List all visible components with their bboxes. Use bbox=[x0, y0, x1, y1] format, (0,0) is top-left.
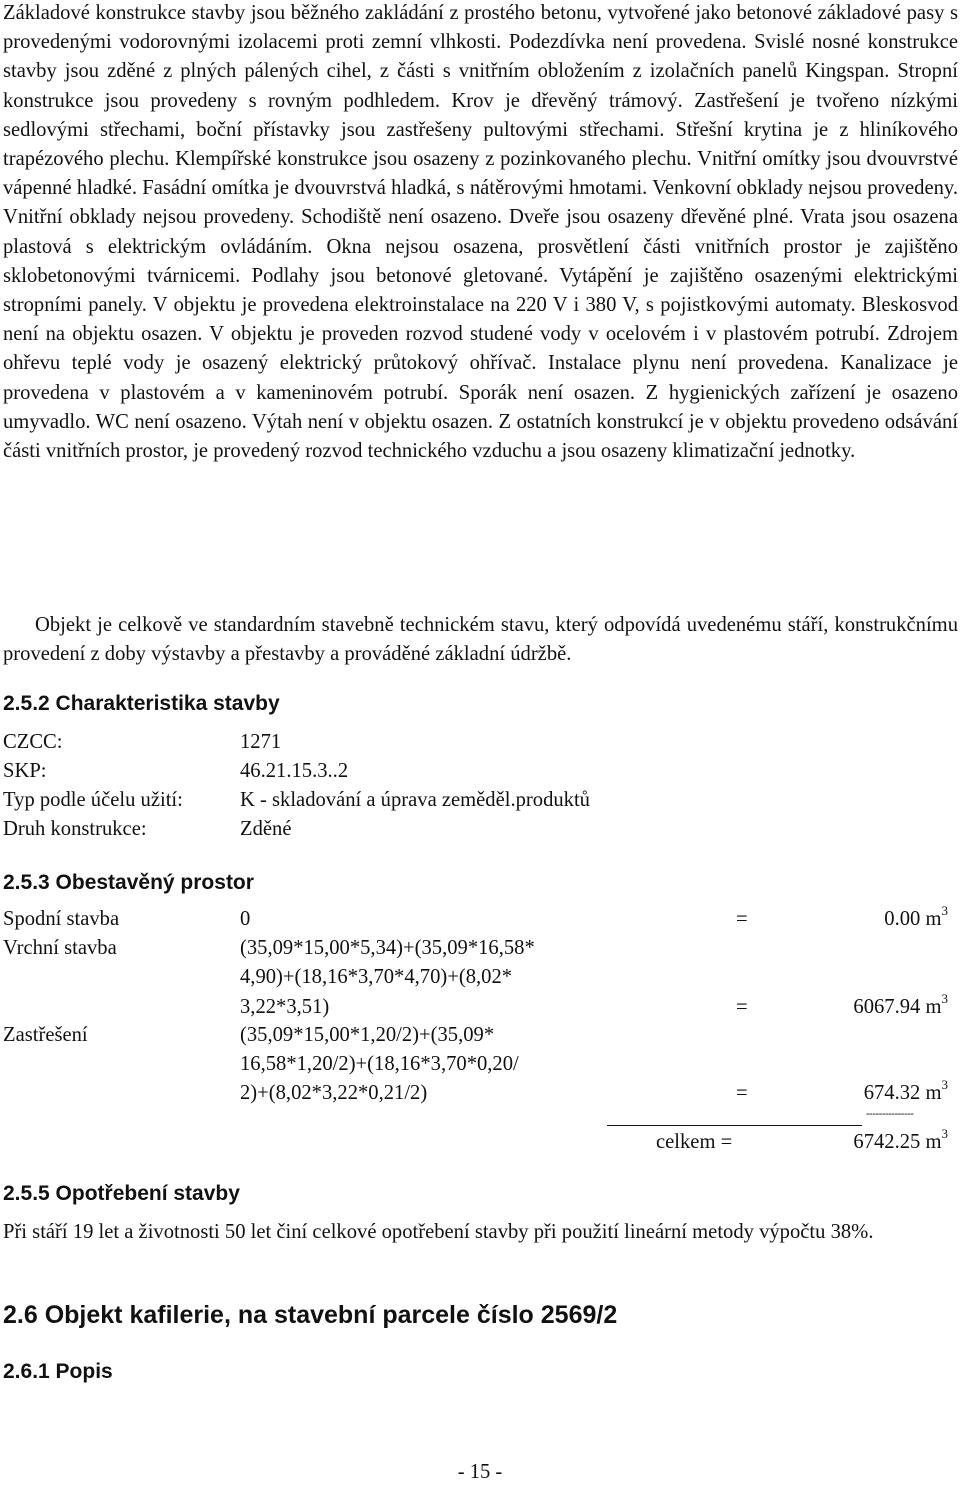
sum-dash-separator: --------------- bbox=[866, 1108, 914, 1120]
volume-expression: 0 bbox=[240, 908, 251, 930]
description-paragraph: Základové konstrukce stavby jsou běžného zakládání z prostého betonu, vytvořené jako betonové základové pasy s provedenými vodorovnými izolacemi proti zemní vlhkosti. Podezdívka není provedena. Svislé nosné konstrukce stavby jsou zděné z plných pálených cihel, z části s vnitřním obložením z izolačních panelů Kingspan. Stropní konstrukce jsou provedeny s rovným podhledem. Krov je dřevěný trámový. Zastřešení je tvořeno nízkými sedlovými střechami, boční přístavky jsou zastřešeny pultovými střechami. Střešní krytina je z hliníkového trapézového plechu. Klempířské konstrukce jsou osazeny z pozinkovaného plechu. Vnitřní omítky jsou dvouvrstvé vápenné hladké. Fasádní omítka je dvouvrstvá hladká, s nátěrovými hmotami. Venkovní obklady nejsou provedeny. Vnitřní obklady nejsou provedeny. Schodiště není osazeno. Dveře jsou osazeny dřevěné plné. Vrata jsou osazena plastová s elektrickým ovládáním. Okna nejsou osazena, prosvětlení části vnitřních prostor je zajištěno sklobetonovými tvárnicemi. Podlahy jsou betonové gletované. Vytápění je zajištěno osazenými elektrickými stropními panely. V objektu je provedena elektroinstalace na 220 V i 380 V, s pojistkovými automaty. Bleskosvod není na objektu osazen. V objektu je proveden rozvod studené vody v ocelovém i v plastovém potrubí. Zdrojem ohřevu teplé vody je osazený elektrický průtokový ohřívač. Instalace plynu není provedena. Kanalizace je provedena v plastovém a v kameninovém potrubí. Sporák není osazen. Z hygienických zařízení je osazeno umyvadlo. WC není osazeno. Výtah není v objektu osazen. Z ostatních konstrukcí je v objektu provedeno odsávání části vnitřních prostor, je provedený rozvod technického vzduchu a jsou osazeny klimatizační jednotky. bbox=[3, 2, 958, 463]
volume-expression: (35,09*15,00*5,34)+(35,09*16,58* bbox=[240, 937, 535, 959]
heading-2-6: 2.6 Objekt kafilerie, na stavební parcele číslo 2569/2 bbox=[3, 1301, 618, 1329]
heading-2-5-3: 2.5.3 Obestavěný prostor bbox=[3, 871, 254, 894]
characteristic-value: 1271 bbox=[240, 731, 282, 753]
characteristic-label: SKP: bbox=[3, 760, 47, 782]
volume-expression: 16,58*1,20/2)+(18,16*3,70*0,20/ bbox=[240, 1053, 519, 1075]
total-value: 6742.25 $m^3$ bbox=[853, 1126, 948, 1153]
volume-value: 6067.94 $m^3$ bbox=[853, 991, 948, 1018]
volume-expression: 4,90)+(18,16*3,70*4,70)+(8,02* bbox=[240, 966, 513, 988]
total-label: celkem = bbox=[656, 1131, 733, 1153]
characteristic-label: CZCC: bbox=[3, 731, 63, 753]
characteristic-value: 46.21.15.3..2 bbox=[240, 760, 349, 782]
volume-label: Vrchní stavba bbox=[3, 937, 117, 959]
characteristic-label: Druh konstrukce: bbox=[3, 818, 147, 840]
volume-expression: (35,09*15,00*1,20/2)+(35,09* bbox=[240, 1024, 495, 1046]
page-number: - 15 - bbox=[457, 1461, 503, 1483]
equals-sign: = bbox=[736, 1082, 748, 1104]
volume-expression: 3,22*3,51) bbox=[240, 996, 330, 1018]
characteristic-value: K - skladování a úprava zeměděl.produktů bbox=[240, 789, 590, 811]
volume-value: 674.32 $m^3$ bbox=[863, 1077, 948, 1104]
volume-value: 0.00 $m^3$ bbox=[884, 903, 948, 930]
heading-2-5-2: 2.5.2 Charakteristika stavby bbox=[3, 692, 280, 715]
equals-sign: = bbox=[736, 996, 748, 1018]
heading-2-6-1: 2.6.1 Popis bbox=[3, 1360, 113, 1383]
equals-sign: = bbox=[736, 908, 748, 930]
characteristic-value: Zděné bbox=[240, 818, 292, 840]
sum-rule bbox=[607, 1125, 862, 1126]
volume-label: Zastřešení bbox=[3, 1024, 88, 1046]
volume-expression: 2)+(8,02*3,22*0,21/2) bbox=[240, 1082, 428, 1104]
heading-2-5-5: 2.5.5 Opotřebení stavby bbox=[3, 1182, 240, 1205]
characteristic-label: Typ podle účelu užití: bbox=[3, 789, 183, 811]
wear-paragraph: Při stáří 19 let a životnosti 50 let činí celkové opotřebení stavby při použití lineární metody výpočtu 38%. bbox=[3, 1221, 874, 1243]
condition-paragraph: Objekt je celkově ve standardním stavebně technickém stavu, který odpovídá uvedenému stáří, konstrukčnímu provedení z doby výstavby a přestavby a prováděné základní údržbě. bbox=[3, 614, 958, 666]
volume-label: Spodní stavba bbox=[3, 908, 120, 930]
